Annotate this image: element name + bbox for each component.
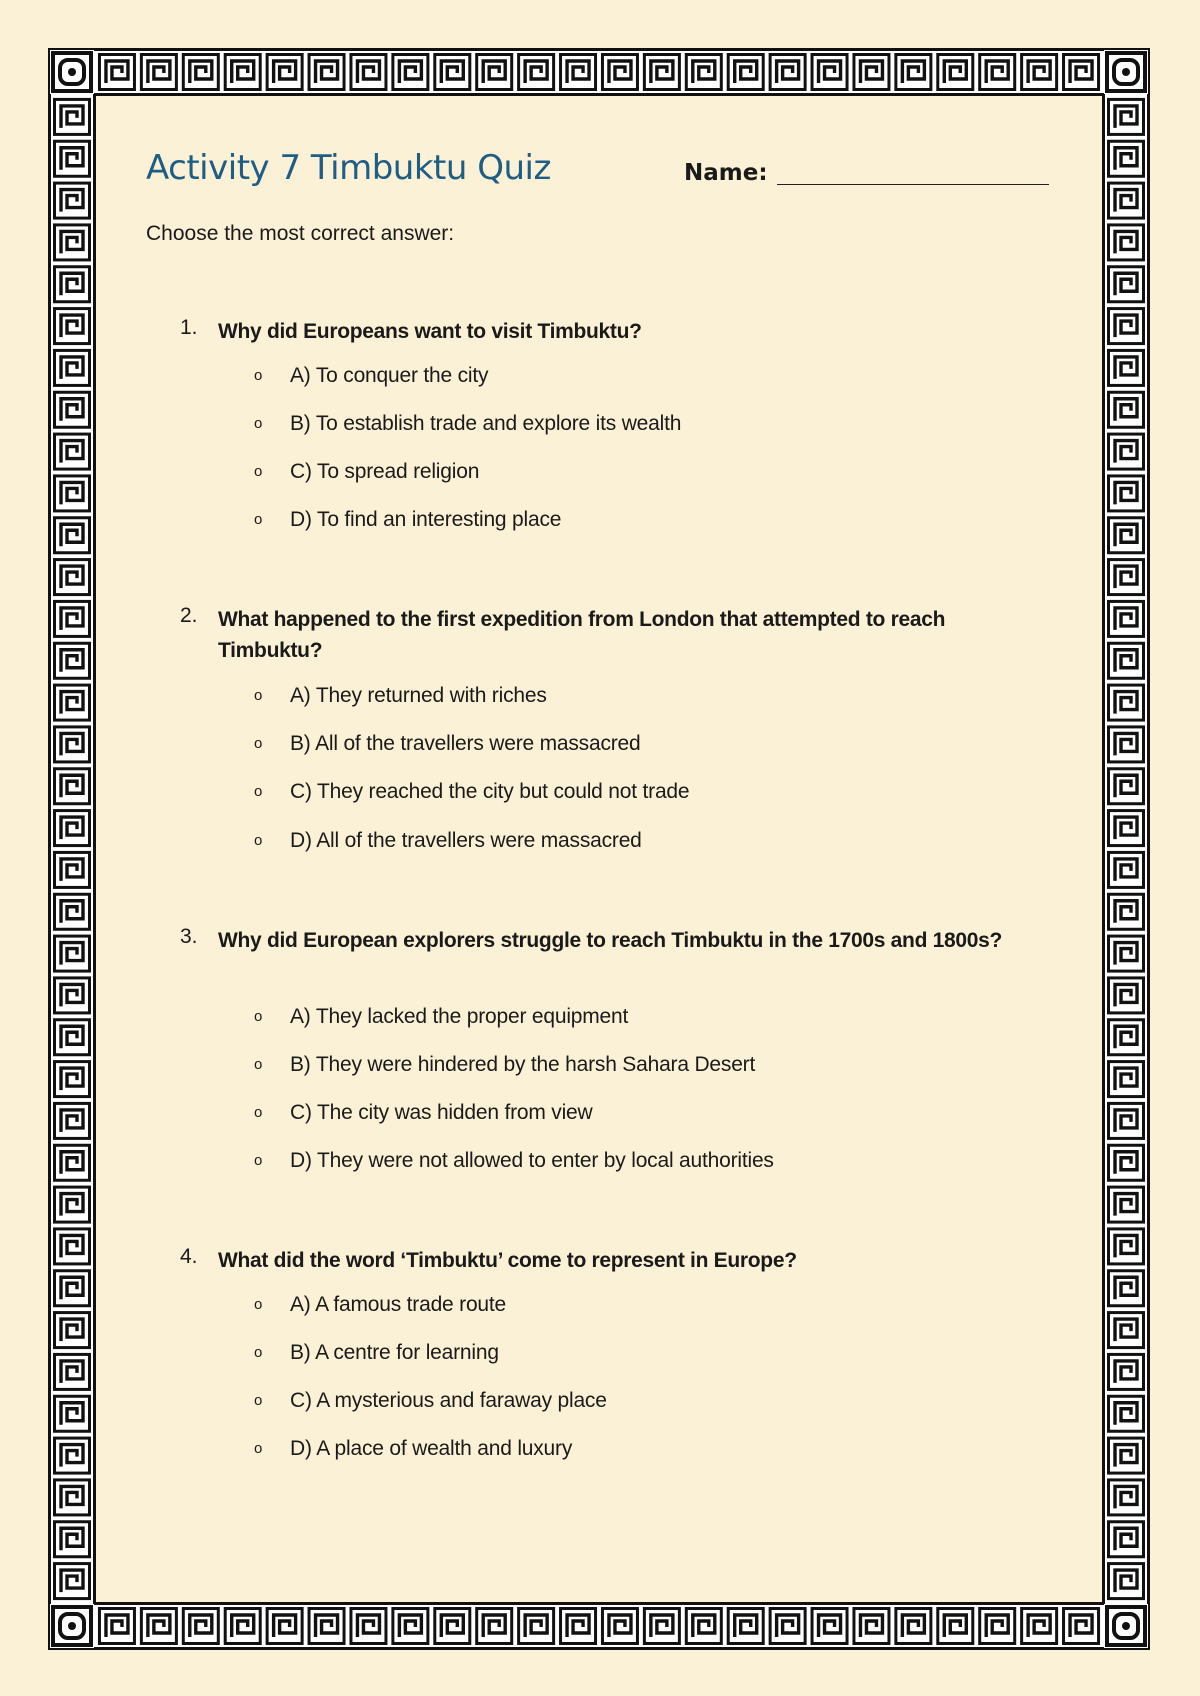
bullet-icon: o: [254, 1008, 263, 1025]
question-number: 2.: [180, 604, 198, 627]
question-number: 1.: [180, 316, 198, 339]
question-text: Why did Europeans want to visit Timbuktu?: [218, 320, 642, 343]
option-text: A) They lacked the proper equipment: [290, 1005, 629, 1028]
bullet-icon: o: [254, 1440, 263, 1457]
bullet-icon: o: [254, 1296, 263, 1313]
option-text: B) All of the travellers were massacred: [290, 732, 641, 755]
bullet-icon: o: [254, 1056, 263, 1073]
name-field-line[interactable]: [777, 184, 1049, 185]
page-title: Activity 7 Timbuktu Quiz: [146, 148, 551, 188]
bullet-icon: o: [254, 832, 263, 849]
option-text: C) They reached the city but could not trade: [290, 780, 690, 803]
bullet-icon: o: [254, 367, 263, 384]
bullet-icon: o: [254, 1104, 263, 1121]
option-text: B) A centre for learning: [290, 1341, 499, 1364]
border-corner-ornament: [50, 50, 94, 94]
option-text: D) A place of wealth and luxury: [290, 1437, 573, 1460]
bullet-icon: o: [254, 735, 263, 752]
question-text: Why did European explorers struggle to reach Timbuktu in the 1700s and 1800s?: [218, 929, 1003, 952]
bullet-icon: o: [254, 1152, 263, 1169]
option-text: C) A mysterious and faraway place: [290, 1389, 607, 1412]
bullet-icon: o: [254, 1344, 263, 1361]
name-label: Name:: [684, 160, 768, 186]
bullet-icon: o: [254, 1392, 263, 1409]
option-text: D) All of the travellers were massacred: [290, 829, 642, 852]
border-corner-ornament: [50, 1604, 94, 1648]
bullet-icon: o: [254, 783, 263, 800]
border-corner-ornament: [1104, 50, 1148, 94]
question-number: 3.: [180, 925, 198, 948]
option-text: C) To spread religion: [290, 460, 480, 483]
option-text: A) A famous trade route: [290, 1293, 507, 1316]
instructions: Choose the most correct answer:: [146, 222, 455, 245]
option-text: B) They were hindered by the harsh Sahara Desert: [290, 1053, 756, 1076]
option-text: A) They returned with riches: [290, 684, 547, 707]
question-text: What did the word ‘Timbuktu’ come to represent in Europe?: [218, 1249, 797, 1272]
bullet-icon: o: [254, 511, 263, 528]
bullet-icon: o: [254, 463, 263, 480]
option-text: C) The city was hidden from view: [290, 1101, 593, 1124]
question-number: 4.: [180, 1245, 198, 1268]
border-corner-ornament: [1104, 1604, 1148, 1648]
option-text: D) They were not allowed to enter by local authorities: [290, 1149, 774, 1172]
option-text: B) To establish trade and explore its wealth: [290, 412, 682, 435]
bullet-icon: o: [254, 687, 263, 704]
option-text: A) To conquer the city: [290, 364, 489, 387]
option-text: D) To find an interesting place: [290, 508, 562, 531]
question-text: What happened to the first expedition from London that attempted to reach Timbuktu?: [218, 608, 946, 662]
bullet-icon: o: [254, 415, 263, 432]
title-row: [146, 148, 1050, 198]
